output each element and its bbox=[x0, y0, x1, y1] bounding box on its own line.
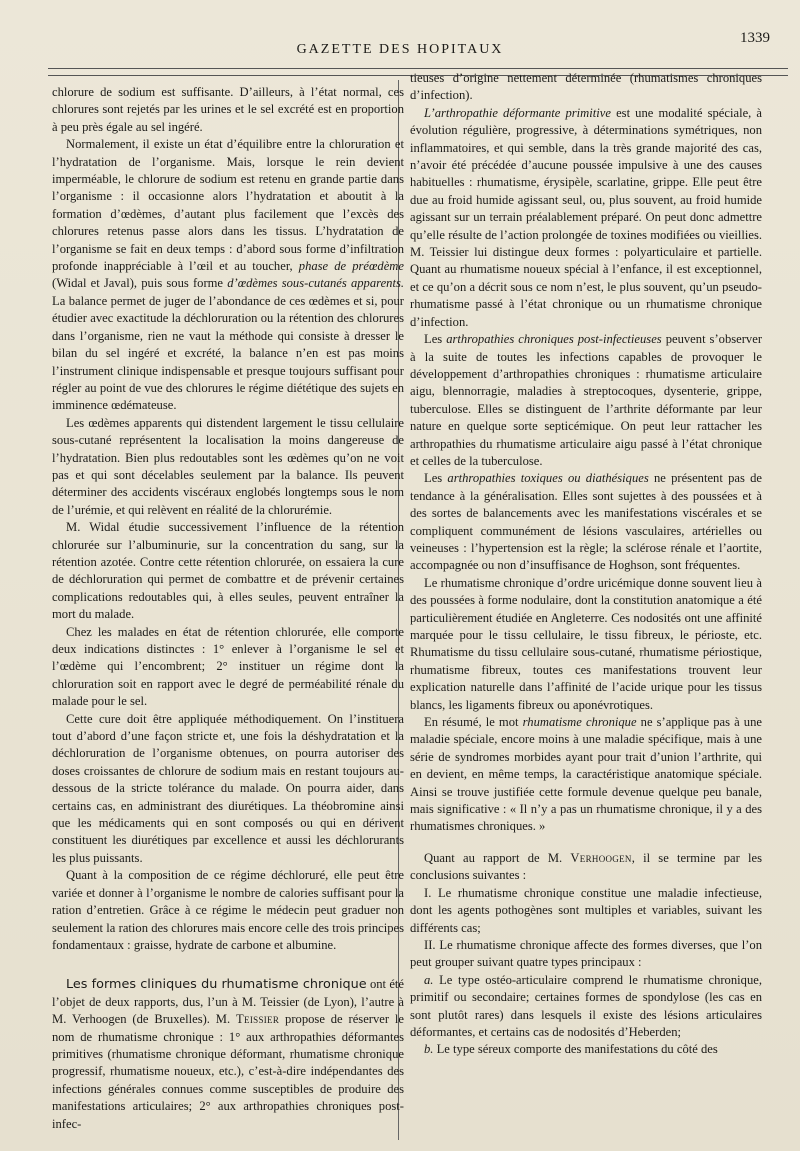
paragraph: a. Le type ostéo-articulaire comprend le rhumatisme chronique, primitif ou secondaire; certaines formes de spondylose (les cas en sont plutôt rares) dans lesquels il existe des lésions articulaires déformantes, et certains cas de nodosités d’Heberden; bbox=[410, 972, 762, 1039]
paragraph: L’arthropathie déformante primitive est une modalité spéciale, à évolution régulière, progressive, à déterminations symétriques, non inflammatoires, et qui semble, dans la très grande majorité des cas, n’avoir été précédée d’aucune poussée impulsive à une des causes habituelles : rhumatisme, érysipèle, scarlatine, grippe. Elle peut être due au froid humide agissant seul, ou, plus souvent, au froid humide agissant sur un terrain préalablement préparé. On peut donc admettre qu’elle résulte de l’action prolongée de toxines modifiées ou vieillies. M. Teissier lui distingue deux formes : polyarticulaire et partielle. Quant au rhumatisme noueux spécial à l’enfance, il est exceptionnel, et ce qu’on a décrit sous ce nom n’est, le plus souvent, qu’un pseudo-rhumatisme passé à l’état chronique ou un rhumatisme chronique d’infection. bbox=[410, 105, 762, 329]
paragraph: I. Le rhumatisme chronique constitue une maladie infectieuse, dont les agents pothogènes sont multiples et variables, suivant les différents cas; bbox=[410, 885, 762, 935]
list-label: a. bbox=[424, 972, 434, 987]
paragraph: Chez les malades en état de rétention chlorurée, elle comporte deux indications distinctes : 1° enlever à l’organisme le sel et l’œdème qui l’encombrent; 2° instituer un régime dont la chloruration soit en rapport avec le degré de perméabilité rénale du malade pour le sel. bbox=[52, 624, 404, 709]
paragraph: En résumé, le mot rhumatisme chronique ne s’applique pas à une maladie spéciale, encore moins à une maladie spécifique, mais à une série de syndromes morbides ayant pour trait d’union l’arthrite, qui en devient, en même temps, la caractéristique anatomique spéciale. Ainsi se trouve justifiée cette formule devenue quelque peu banale, mais significative : « Il n’y a pas un rhumatisme chronique, il y a des rhumatismes chroniques. » bbox=[410, 715, 762, 834]
paragraph: Les œdèmes apparents qui distendent largement le tissu cellulaire sous-cutané représentent la localisation la moins dangereuse de l’hydratation. Bien plus redoutables sont les œdèmes qu’on ne voit pas et qui sont décelables seulement par la balance. Ils peuvent déterminer des accidents viscéraux englobés longtemps sous le nom de l’urémie, et qui relèvent en réalité de la chlorurémie. bbox=[52, 415, 404, 517]
header-rule bbox=[48, 68, 788, 69]
paragraph: b. Le type séreux comporte des manifestations du côté des bbox=[424, 1042, 718, 1057]
paragraph: Quant à la composition de ce régime déchloruré, elle peut être variée et donner à l’organisme le nombre de calories suffisant pour la ration d’entretien. Grâce à ce régime le médecin peut graduer non seulement la ration des chlorures mais encore celle des trois principes fondamentaux : graisse, hydrate de carbone et albumine. bbox=[52, 868, 404, 952]
author-name: Teissier bbox=[236, 1012, 280, 1027]
paragraph: Les arthropathies chroniques post-infectieuses peuvent s’observer à la suite de toutes les infections capables de provoquer le développement d’arthropathies chroniques : rhumatisme articulaire aigu, blennorragie, maladies à streptocoques, dysenterie, grippe, tuberculose. Elles se distinguent de l’arthrite déformante par leur nature en quelque sorte septicémique. On peut leur rattacher les arthropathies du rhumatisme articulaire aigu passé à l’état chronique et celles de la tuberculose. bbox=[410, 332, 763, 468]
page-number: 1339 bbox=[740, 30, 770, 46]
list-label: b. bbox=[424, 1042, 434, 1057]
section-heading: Les formes cliniques du rhumatisme chronique bbox=[66, 977, 367, 993]
author-name: Verhoogen bbox=[570, 850, 632, 865]
left-column bbox=[52, 84, 404, 1133]
running-title: GAZETTE DES HOPITAUX bbox=[296, 42, 504, 57]
paragraph: Cette cure doit être appliquée méthodiquement. On l’instituera tout d’abord d’une façon stricte et, une fois la déshydratation et la déchloruration de l’organisme obtenues, on pourra autoriser des doses croissantes de chlorure de sodium mais en restant toujours au-dessous de la stricte tolérance du malade. On pourra aider, dans certains cas, en administrant des diurétiques. La théobromine ainsi que les médicaments qui en sont composés ou qui en dérivent constituent les diurétiques par excellence et aussi les déchlorurants les plus puissants. bbox=[52, 711, 404, 865]
paragraph: Quant au rapport de M. Verhoogen, il se termine par les conclusions suivantes : bbox=[410, 850, 762, 883]
paragraph: Le rhumatisme chronique d’ordre uricémique donne souvent lieu à des poussées à forme nodulaire, dont la constitution anatomique a été particulièrement étudiée en Angleterre. Ces nodosités ont une affinité marquée pour le tissu cellulaire, le tissu fibreux, le périoste, etc. Rhumatisme du tissu cellulaire sous-cutané, rhumatisme périostique, rhumatisme fibreux, toutes ces manifestations trouvent leur explication naturelle dans l’affinité de l’acide urique pour les tissus blancs, les ligaments fibreux ou aponévrotiques. bbox=[410, 575, 762, 712]
italic-term: arthropathies toxiques ou diathésiques bbox=[447, 471, 649, 486]
paragraph: chlorure de sodium est suffisante. D’ailleurs, à l’état normal, ces chlorures sont rejetés par les urines et le sel excrété est en proportion à peu près égale au sel ingéré. bbox=[52, 85, 404, 134]
italic-term: rhumatisme chronique bbox=[522, 715, 637, 730]
paragraph: M. Widal étudie successivement l’influence de la rétention chlorurée sur l’albuminurie, sur la concentration du sang, sur la rétention azotée. Contre cette rétention chlorurée, on essaiera la cure de déchloruration qui permet de combattre et de prévenir certaines complications redoutables qui, à elles seules, peuvent entraîner la mort du malade. bbox=[52, 520, 404, 622]
italic-term: d’œdèmes sous-cutanés apparents. bbox=[227, 276, 404, 291]
paragraph: II. Le rhumatisme chronique affecte des formes diverses, que l’on peut grouper suivant quatre types principaux : bbox=[410, 937, 762, 970]
italic-term: L’arthropathie déformante primitive bbox=[424, 105, 611, 120]
paragraph: tieuses d’origine nettement déterminée (rhumatismes chroniques d’infection). bbox=[410, 71, 762, 103]
right-column bbox=[410, 70, 762, 1059]
italic-term: arthropathies chroniques post-infectieuses bbox=[446, 332, 662, 347]
section-paragraph: Les formes cliniques du rhumatisme chronique ont été l’objet de deux rapports, dus, l’un à M. Teissier (de Lyon), l’autre à M. Verhoogen (de Bruxelles). M. Teissier propose de réserver le nom de rhumatisme chronique : 1° aux arthropathies déformantes primitives (rhumatisme chronique déformant, rhumatisme chronique progressif, rhumatisme noueux, etc.), c’est-à-dire indépendantes des infections générales connues comme susceptibles de produire des manifestations articulaires; 2° aux arthropathies chroniques post-infec- bbox=[52, 977, 405, 1131]
paragraph: Les arthropathies toxiques ou diathésiques ne présentent pas de tendance à la généralisation. Elles sont sujettes à des poussées et à des sortes de balancements avec les manifestations viscérales et se compliquent communément de lésions vasculaires, artérielles ou veineuses : l’hypertension est la règle; la sclérose rénale et l’aortite, accompagnée ou non d’insuffisance de Hoghson, sont fréquentes. bbox=[410, 471, 762, 573]
paragraph: Normalement, il existe un état d’équilibre entre la chloruration et l’hydratation de l’organisme. Mais, lorsque le rein devient imperméable, le chlorure de sodium est retenu en grande partie dans l’organisme : il occasionne alors l’hydratation et aboutit à la formation d’œdèmes, d’autant plus facilement que l’excès des chlorures retenus passe alors dans les tissus. L’hydratation de l’organisme se fait en deux temps : d’abord sous forme d’infiltration profonde inappréciable à l’œil et au toucher, phase de préœdème (Widal et Javal), puis sous forme d’œdèmes sous-cutanés apparents. La balance permet de juger de l’abondance de ces œdèmes et si, pour étudier avec exactitude la déchloruration ou la rétention des chlorures dans l’organisme, rien ne vaut la méthode qui consiste à dresser le bilan du sel ingéré et excrété, la balance n’en est pas moins l’instrument clinique indispensable et presque toujours suffisant pour régler au point de vue des chlorures le régime diététique des sujets en imminence œdémateuse. bbox=[52, 137, 404, 413]
italic-term: phase de préœdème bbox=[298, 259, 404, 274]
